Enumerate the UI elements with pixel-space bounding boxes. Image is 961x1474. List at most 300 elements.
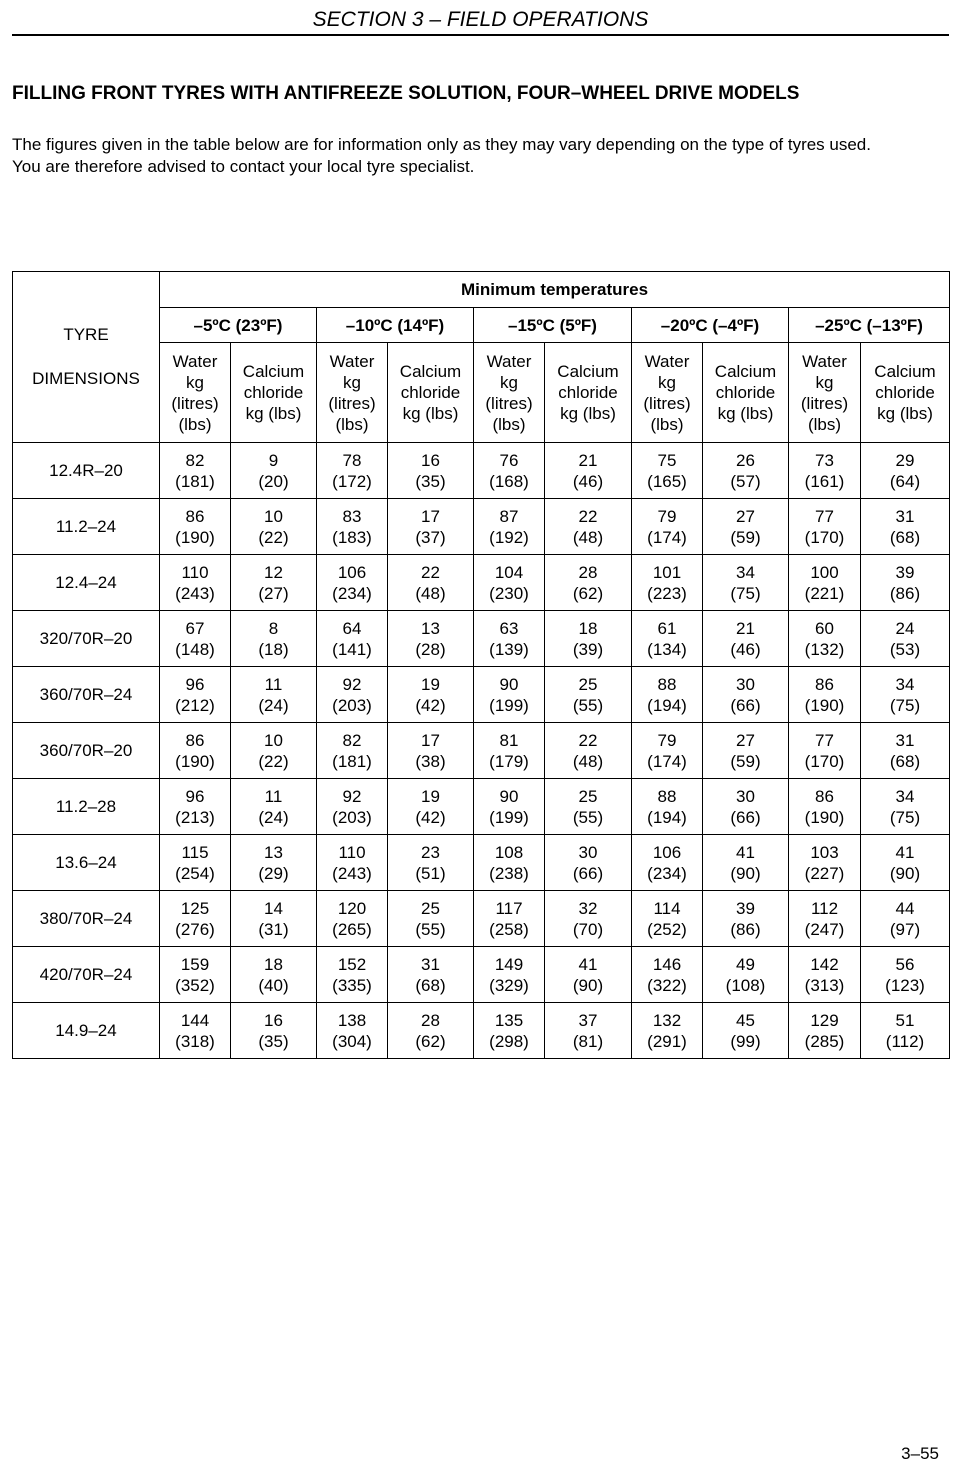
water-value-cell xyxy=(317,723,388,779)
water-value-cell xyxy=(474,443,545,499)
kg-value: 88 xyxy=(657,786,677,806)
kg-value: 22 xyxy=(578,506,598,526)
kg-value: 22 xyxy=(578,730,598,750)
kg-value: 25 xyxy=(421,898,440,918)
lbs-value: (57) xyxy=(730,471,761,491)
section-header: SECTION 3 – FIELD OPERATIONS xyxy=(312,8,649,31)
lbs-value: (181) xyxy=(332,751,372,771)
calcium-value-cell xyxy=(388,723,474,779)
lbs-value: (190) xyxy=(804,695,845,715)
water-value-cell xyxy=(632,555,703,611)
lbs-value: (29) xyxy=(258,863,289,883)
water-value-cell xyxy=(474,779,545,835)
calcium-value-cell xyxy=(388,891,474,947)
water-value-cell xyxy=(789,891,861,947)
water-header-line: kg xyxy=(500,372,518,392)
lbs-value: (254) xyxy=(175,863,215,883)
water-value-cell xyxy=(317,779,388,835)
table-row xyxy=(13,667,950,723)
calcium-header-line: Calcium xyxy=(242,362,305,381)
lbs-value: (181) xyxy=(175,471,215,491)
kg-value: 81 xyxy=(499,730,519,750)
lbs-value: (31) xyxy=(258,919,289,939)
kg-value: 159 xyxy=(180,954,210,974)
tyre-header-line2: DIMENSIONS xyxy=(32,369,140,388)
calcium-value-cell xyxy=(861,779,950,835)
kg-value: 83 xyxy=(342,506,362,526)
kg-value: 24 xyxy=(895,618,915,638)
calcium-header-line: chloride xyxy=(715,383,776,402)
table-row xyxy=(13,499,950,555)
lbs-value: (134) xyxy=(647,639,687,659)
kg-value: 78 xyxy=(342,450,362,470)
water-value-cell xyxy=(160,891,231,947)
lbs-value: (40) xyxy=(258,975,289,995)
tyre-dimension-cell: 380/70R–24 xyxy=(13,891,160,947)
lbs-value: (276) xyxy=(175,919,215,939)
lbs-value: (234) xyxy=(332,583,372,603)
tyre-dimension-cell: 360/70R–24 xyxy=(13,667,160,723)
lbs-value: (265) xyxy=(332,919,372,939)
kg-value: 142 xyxy=(810,954,839,974)
lbs-value: (148) xyxy=(175,639,215,659)
kg-value: 34 xyxy=(895,786,915,806)
tyre-dimension-cell: 14.9–24 xyxy=(13,1003,160,1059)
calcium-value-cell xyxy=(861,947,950,1003)
lbs-value: (68) xyxy=(415,975,446,995)
kg-value: 86 xyxy=(185,730,205,750)
lbs-value: (97) xyxy=(889,919,921,939)
lbs-value: (234) xyxy=(647,863,687,883)
lbs-value: (318) xyxy=(175,1031,215,1051)
calcium-header-line: Calcium xyxy=(557,362,619,381)
water-value-cell xyxy=(632,443,703,499)
water-value-cell xyxy=(317,835,388,891)
kg-value: 13 xyxy=(421,618,440,638)
water-value-cell xyxy=(474,1003,545,1059)
lbs-value: (335) xyxy=(332,975,372,995)
lbs-value: (230) xyxy=(489,583,529,603)
kg-value: 82 xyxy=(342,730,362,750)
lbs-value: (194) xyxy=(647,695,687,715)
lbs-value: (51) xyxy=(415,863,446,883)
kg-value: 110 xyxy=(338,842,366,862)
water-value-cell xyxy=(632,723,703,779)
lbs-value: (55) xyxy=(415,919,446,939)
water-value-cell xyxy=(632,499,703,555)
water-header-line: Water xyxy=(802,351,847,371)
water-value-cell xyxy=(632,835,703,891)
lbs-value: (291) xyxy=(647,1031,687,1051)
calcium-value-cell xyxy=(861,443,950,499)
kg-value: 31 xyxy=(895,730,915,750)
calcium-value-cell xyxy=(388,779,474,835)
calcium-chloride-header xyxy=(861,343,950,443)
water-value-cell xyxy=(317,611,388,667)
lbs-value: (194) xyxy=(647,807,687,827)
temperature-header: –10ºC (14ºF) xyxy=(317,308,474,343)
water-header xyxy=(317,343,388,443)
lbs-value: (75) xyxy=(889,807,921,827)
kg-value: 19 xyxy=(421,674,440,694)
water-value-cell xyxy=(789,611,861,667)
kg-value: 18 xyxy=(578,618,598,638)
lbs-value: (66) xyxy=(730,695,761,715)
table-row xyxy=(13,779,950,835)
kg-value: 31 xyxy=(421,954,440,974)
water-header-line: Water xyxy=(172,351,218,371)
calcium-header-line: Calcium xyxy=(714,362,777,381)
calcium-value-cell xyxy=(545,443,632,499)
kg-value: 79 xyxy=(657,730,677,750)
kg-value: 19 xyxy=(421,786,440,806)
calcium-header-line: kg (lbs) xyxy=(245,404,302,423)
calcium-value-cell xyxy=(861,835,950,891)
calcium-header-line: chloride xyxy=(400,383,461,402)
water-value-cell xyxy=(317,891,388,947)
lbs-value: (70) xyxy=(572,919,604,939)
water-header-line: (litres) xyxy=(643,393,691,413)
kg-value: 63 xyxy=(499,618,519,638)
calcium-value-cell xyxy=(231,611,317,667)
kg-value: 106 xyxy=(652,842,682,862)
lbs-value: (22) xyxy=(258,527,289,547)
lbs-value: (35) xyxy=(415,471,446,491)
water-value-cell xyxy=(317,667,388,723)
antifreeze-table xyxy=(12,271,950,1059)
calcium-header-line: chloride xyxy=(243,383,304,402)
table-row xyxy=(13,891,950,947)
calcium-value-cell xyxy=(545,611,632,667)
lbs-value: (238) xyxy=(489,863,529,883)
page-number: 3–55 xyxy=(901,1444,939,1463)
calcium-header-line: kg (lbs) xyxy=(402,404,459,423)
lbs-value: (203) xyxy=(332,807,372,827)
tyre-dimension-cell: 13.6–24 xyxy=(13,835,160,891)
table-row xyxy=(13,723,950,779)
kg-value: 75 xyxy=(657,450,677,470)
calcium-value-cell xyxy=(861,611,950,667)
lbs-value: (18) xyxy=(258,639,289,659)
kg-value: 73 xyxy=(815,450,834,470)
calcium-value-cell xyxy=(231,723,317,779)
calcium-header-line: kg (lbs) xyxy=(717,404,774,423)
kg-value: 86 xyxy=(815,786,834,806)
calcium-value-cell xyxy=(861,555,950,611)
lbs-value: (66) xyxy=(730,807,761,827)
kg-value: 32 xyxy=(578,898,598,918)
calcium-header-line: chloride xyxy=(875,383,935,402)
calcium-value-cell xyxy=(861,499,950,555)
kg-value: 110 xyxy=(181,562,209,582)
kg-value: 108 xyxy=(494,842,524,862)
table-row xyxy=(13,947,950,1003)
kg-value: 41 xyxy=(736,842,755,862)
lbs-value: (304) xyxy=(332,1031,372,1051)
kg-value: 77 xyxy=(815,730,834,750)
water-value-cell xyxy=(160,443,231,499)
lbs-value: (174) xyxy=(647,527,687,547)
lbs-value: (59) xyxy=(730,527,761,547)
tyre-dimension-cell: 420/70R–24 xyxy=(13,947,160,1003)
lbs-value: (165) xyxy=(647,471,687,491)
kg-value: 90 xyxy=(499,786,519,806)
kg-value: 31 xyxy=(895,506,915,526)
water-value-cell xyxy=(789,667,861,723)
calcium-value-cell xyxy=(545,1003,632,1059)
water-header-line: (litres) xyxy=(328,393,376,413)
water-value-cell xyxy=(474,667,545,723)
calcium-value-cell xyxy=(861,723,950,779)
lbs-value: (86) xyxy=(730,919,761,939)
calcium-value-cell xyxy=(703,1003,789,1059)
kg-value: 117 xyxy=(495,898,523,918)
kg-value: 41 xyxy=(578,954,598,974)
kg-value: 14 xyxy=(264,898,283,918)
water-value-cell xyxy=(160,499,231,555)
calcium-value-cell xyxy=(703,555,789,611)
water-value-cell xyxy=(632,1003,703,1059)
calcium-value-cell xyxy=(703,891,789,947)
kg-value: 34 xyxy=(736,562,755,582)
calcium-value-cell xyxy=(231,1003,317,1059)
calcium-value-cell xyxy=(231,667,317,723)
kg-value: 21 xyxy=(578,450,598,470)
kg-value: 10 xyxy=(264,730,283,750)
lbs-value: (86) xyxy=(889,583,921,603)
table-body xyxy=(13,443,950,1059)
kg-value: 64 xyxy=(342,618,362,638)
water-value-cell xyxy=(160,779,231,835)
table-row xyxy=(13,443,950,499)
water-value-cell xyxy=(160,835,231,891)
lbs-value: (75) xyxy=(730,583,761,603)
lbs-value: (35) xyxy=(258,1031,289,1051)
calcium-value-cell xyxy=(231,779,317,835)
kg-value: 27 xyxy=(736,506,755,526)
page-title: FILLING FRONT TYRES WITH ANTIFREEZE SOLUTION, FOUR–WHEEL DRIVE MODELS xyxy=(12,83,800,104)
lbs-value: (48) xyxy=(415,583,446,603)
lbs-value: (66) xyxy=(572,863,604,883)
intro-line-1: The figures given in the table below are for information only as they may vary depending on the type of tyres used. xyxy=(12,135,871,154)
kg-value: 112 xyxy=(810,898,839,918)
tyre-dimension-cell: 12.4–24 xyxy=(13,555,160,611)
water-value-cell xyxy=(160,947,231,1003)
water-value-cell xyxy=(474,499,545,555)
water-value-cell xyxy=(474,891,545,947)
calcium-value-cell xyxy=(388,835,474,891)
water-value-cell xyxy=(789,835,861,891)
min-temperatures-header: Minimum temperatures xyxy=(160,272,950,308)
kg-value: 23 xyxy=(421,842,440,862)
calcium-chloride-header xyxy=(231,343,317,443)
water-value-cell xyxy=(317,1003,388,1059)
kg-value: 13 xyxy=(264,842,283,862)
tyre-dimension-cell: 11.2–28 xyxy=(13,779,160,835)
calcium-value-cell xyxy=(703,723,789,779)
kg-value: 104 xyxy=(494,562,524,582)
kg-value: 10 xyxy=(264,506,283,526)
lbs-value: (243) xyxy=(175,583,215,603)
water-value-cell xyxy=(317,555,388,611)
calcium-value-cell xyxy=(703,667,789,723)
water-value-cell xyxy=(789,723,861,779)
calcium-value-cell xyxy=(861,1003,950,1059)
kg-value: 100 xyxy=(810,562,839,582)
kg-value: 44 xyxy=(895,898,915,918)
kg-value: 21 xyxy=(736,618,755,638)
lbs-value: (62) xyxy=(572,583,604,603)
lbs-value: (199) xyxy=(489,695,529,715)
calcium-value-cell xyxy=(231,835,317,891)
lbs-value: (108) xyxy=(725,975,766,995)
kg-value: 106 xyxy=(337,562,367,582)
kg-value: 16 xyxy=(421,450,440,470)
lbs-value: (313) xyxy=(804,975,845,995)
calcium-value-cell xyxy=(703,499,789,555)
lbs-value: (170) xyxy=(804,751,845,771)
kg-value: 16 xyxy=(264,1010,283,1030)
kg-value: 26 xyxy=(736,450,755,470)
calcium-value-cell xyxy=(231,555,317,611)
kg-value: 77 xyxy=(815,506,834,526)
lbs-value: (90) xyxy=(889,863,921,883)
lbs-value: (48) xyxy=(572,527,604,547)
kg-value: 30 xyxy=(578,842,598,862)
calcium-value-cell xyxy=(861,891,950,947)
lbs-value: (203) xyxy=(332,695,372,715)
water-header-line: (lbs) xyxy=(492,414,526,434)
kg-value: 17 xyxy=(421,506,440,526)
lbs-value: (53) xyxy=(889,639,921,659)
kg-value: 149 xyxy=(494,954,524,974)
calcium-value-cell xyxy=(231,891,317,947)
lbs-value: (170) xyxy=(804,527,845,547)
calcium-chloride-header xyxy=(545,343,632,443)
calcium-value-cell xyxy=(861,667,950,723)
lbs-value: (213) xyxy=(175,807,215,827)
calcium-header-line: Calcium xyxy=(399,362,462,381)
temperature-header: –15ºC (5ºF) xyxy=(474,308,632,343)
kg-value: 29 xyxy=(895,450,915,470)
water-header xyxy=(789,343,861,443)
intro-line-2: You are therefore advised to contact your local tyre specialist. xyxy=(12,157,475,176)
lbs-value: (183) xyxy=(332,527,372,547)
kg-value: 90 xyxy=(499,674,519,694)
kg-value: 11 xyxy=(264,786,283,806)
water-value-cell xyxy=(789,555,861,611)
lbs-value: (55) xyxy=(572,695,604,715)
tyre-dimension-cell: 11.2–24 xyxy=(13,499,160,555)
kg-value: 146 xyxy=(652,954,682,974)
calcium-value-cell xyxy=(703,835,789,891)
kg-value: 12 xyxy=(264,562,283,582)
tyre-dimension-cell: 320/70R–20 xyxy=(13,611,160,667)
kg-value: 82 xyxy=(185,450,205,470)
calcium-chloride-header xyxy=(703,343,789,443)
calcium-value-cell xyxy=(545,891,632,947)
kg-value: 9 xyxy=(268,450,279,470)
water-value-cell xyxy=(632,891,703,947)
lbs-value: (112) xyxy=(885,1031,925,1051)
kg-value: 8 xyxy=(268,618,279,638)
tyre-dimensions-header xyxy=(13,272,160,443)
water-header-line: (lbs) xyxy=(178,414,212,434)
kg-value: 87 xyxy=(499,506,519,526)
water-value-cell xyxy=(474,611,545,667)
water-value-cell xyxy=(789,443,861,499)
water-value-cell xyxy=(160,1003,231,1059)
lbs-value: (168) xyxy=(489,471,529,491)
water-header-line: (litres) xyxy=(800,393,849,413)
lbs-value: (227) xyxy=(804,863,845,883)
calcium-value-cell xyxy=(703,947,789,1003)
kg-value: 86 xyxy=(185,506,205,526)
water-value-cell xyxy=(632,611,703,667)
calcium-value-cell xyxy=(231,947,317,1003)
lbs-value: (99) xyxy=(730,1031,761,1051)
kg-value: 86 xyxy=(815,674,834,694)
kg-value: 135 xyxy=(494,1010,524,1030)
lbs-value: (59) xyxy=(730,751,761,771)
lbs-value: (42) xyxy=(415,695,446,715)
lbs-value: (39) xyxy=(572,639,604,659)
calcium-value-cell xyxy=(545,499,632,555)
kg-value: 30 xyxy=(736,674,755,694)
water-header-line: kg xyxy=(815,372,834,392)
lbs-value: (123) xyxy=(885,975,925,995)
kg-value: 115 xyxy=(181,842,209,862)
calcium-value-cell xyxy=(545,667,632,723)
water-header-line: Water xyxy=(329,351,375,371)
water-header-line: (lbs) xyxy=(335,414,369,434)
table-row xyxy=(13,611,950,667)
water-value-cell xyxy=(160,667,231,723)
lbs-value: (352) xyxy=(175,975,215,995)
lbs-value: (20) xyxy=(258,471,289,491)
kg-value: 138 xyxy=(337,1010,367,1030)
kg-value: 96 xyxy=(185,674,205,694)
intro-text xyxy=(12,134,949,178)
lbs-value: (46) xyxy=(572,471,604,491)
calcium-chloride-header xyxy=(388,343,474,443)
lbs-value: (75) xyxy=(889,695,921,715)
lbs-value: (48) xyxy=(572,751,604,771)
kg-value: 79 xyxy=(657,506,677,526)
lbs-value: (68) xyxy=(889,527,921,547)
lbs-value: (22) xyxy=(258,751,289,771)
kg-value: 39 xyxy=(736,898,755,918)
calcium-value-cell xyxy=(231,499,317,555)
calcium-value-cell xyxy=(388,1003,474,1059)
kg-value: 144 xyxy=(180,1010,210,1030)
water-value-cell xyxy=(632,779,703,835)
water-value-cell xyxy=(474,835,545,891)
calcium-value-cell xyxy=(703,779,789,835)
kg-value: 61 xyxy=(657,618,677,638)
kg-value: 96 xyxy=(185,786,205,806)
water-header-line: Water xyxy=(644,351,690,371)
tyre-header-line1: TYRE xyxy=(63,325,109,344)
lbs-value: (258) xyxy=(489,919,529,939)
water-value-cell xyxy=(789,499,861,555)
lbs-value: (252) xyxy=(647,919,687,939)
kg-value: 56 xyxy=(895,954,915,974)
kg-value: 120 xyxy=(337,898,367,918)
tyre-dimension-cell: 12.4R–20 xyxy=(13,443,160,499)
kg-value: 18 xyxy=(264,954,283,974)
lbs-value: (190) xyxy=(175,527,215,547)
